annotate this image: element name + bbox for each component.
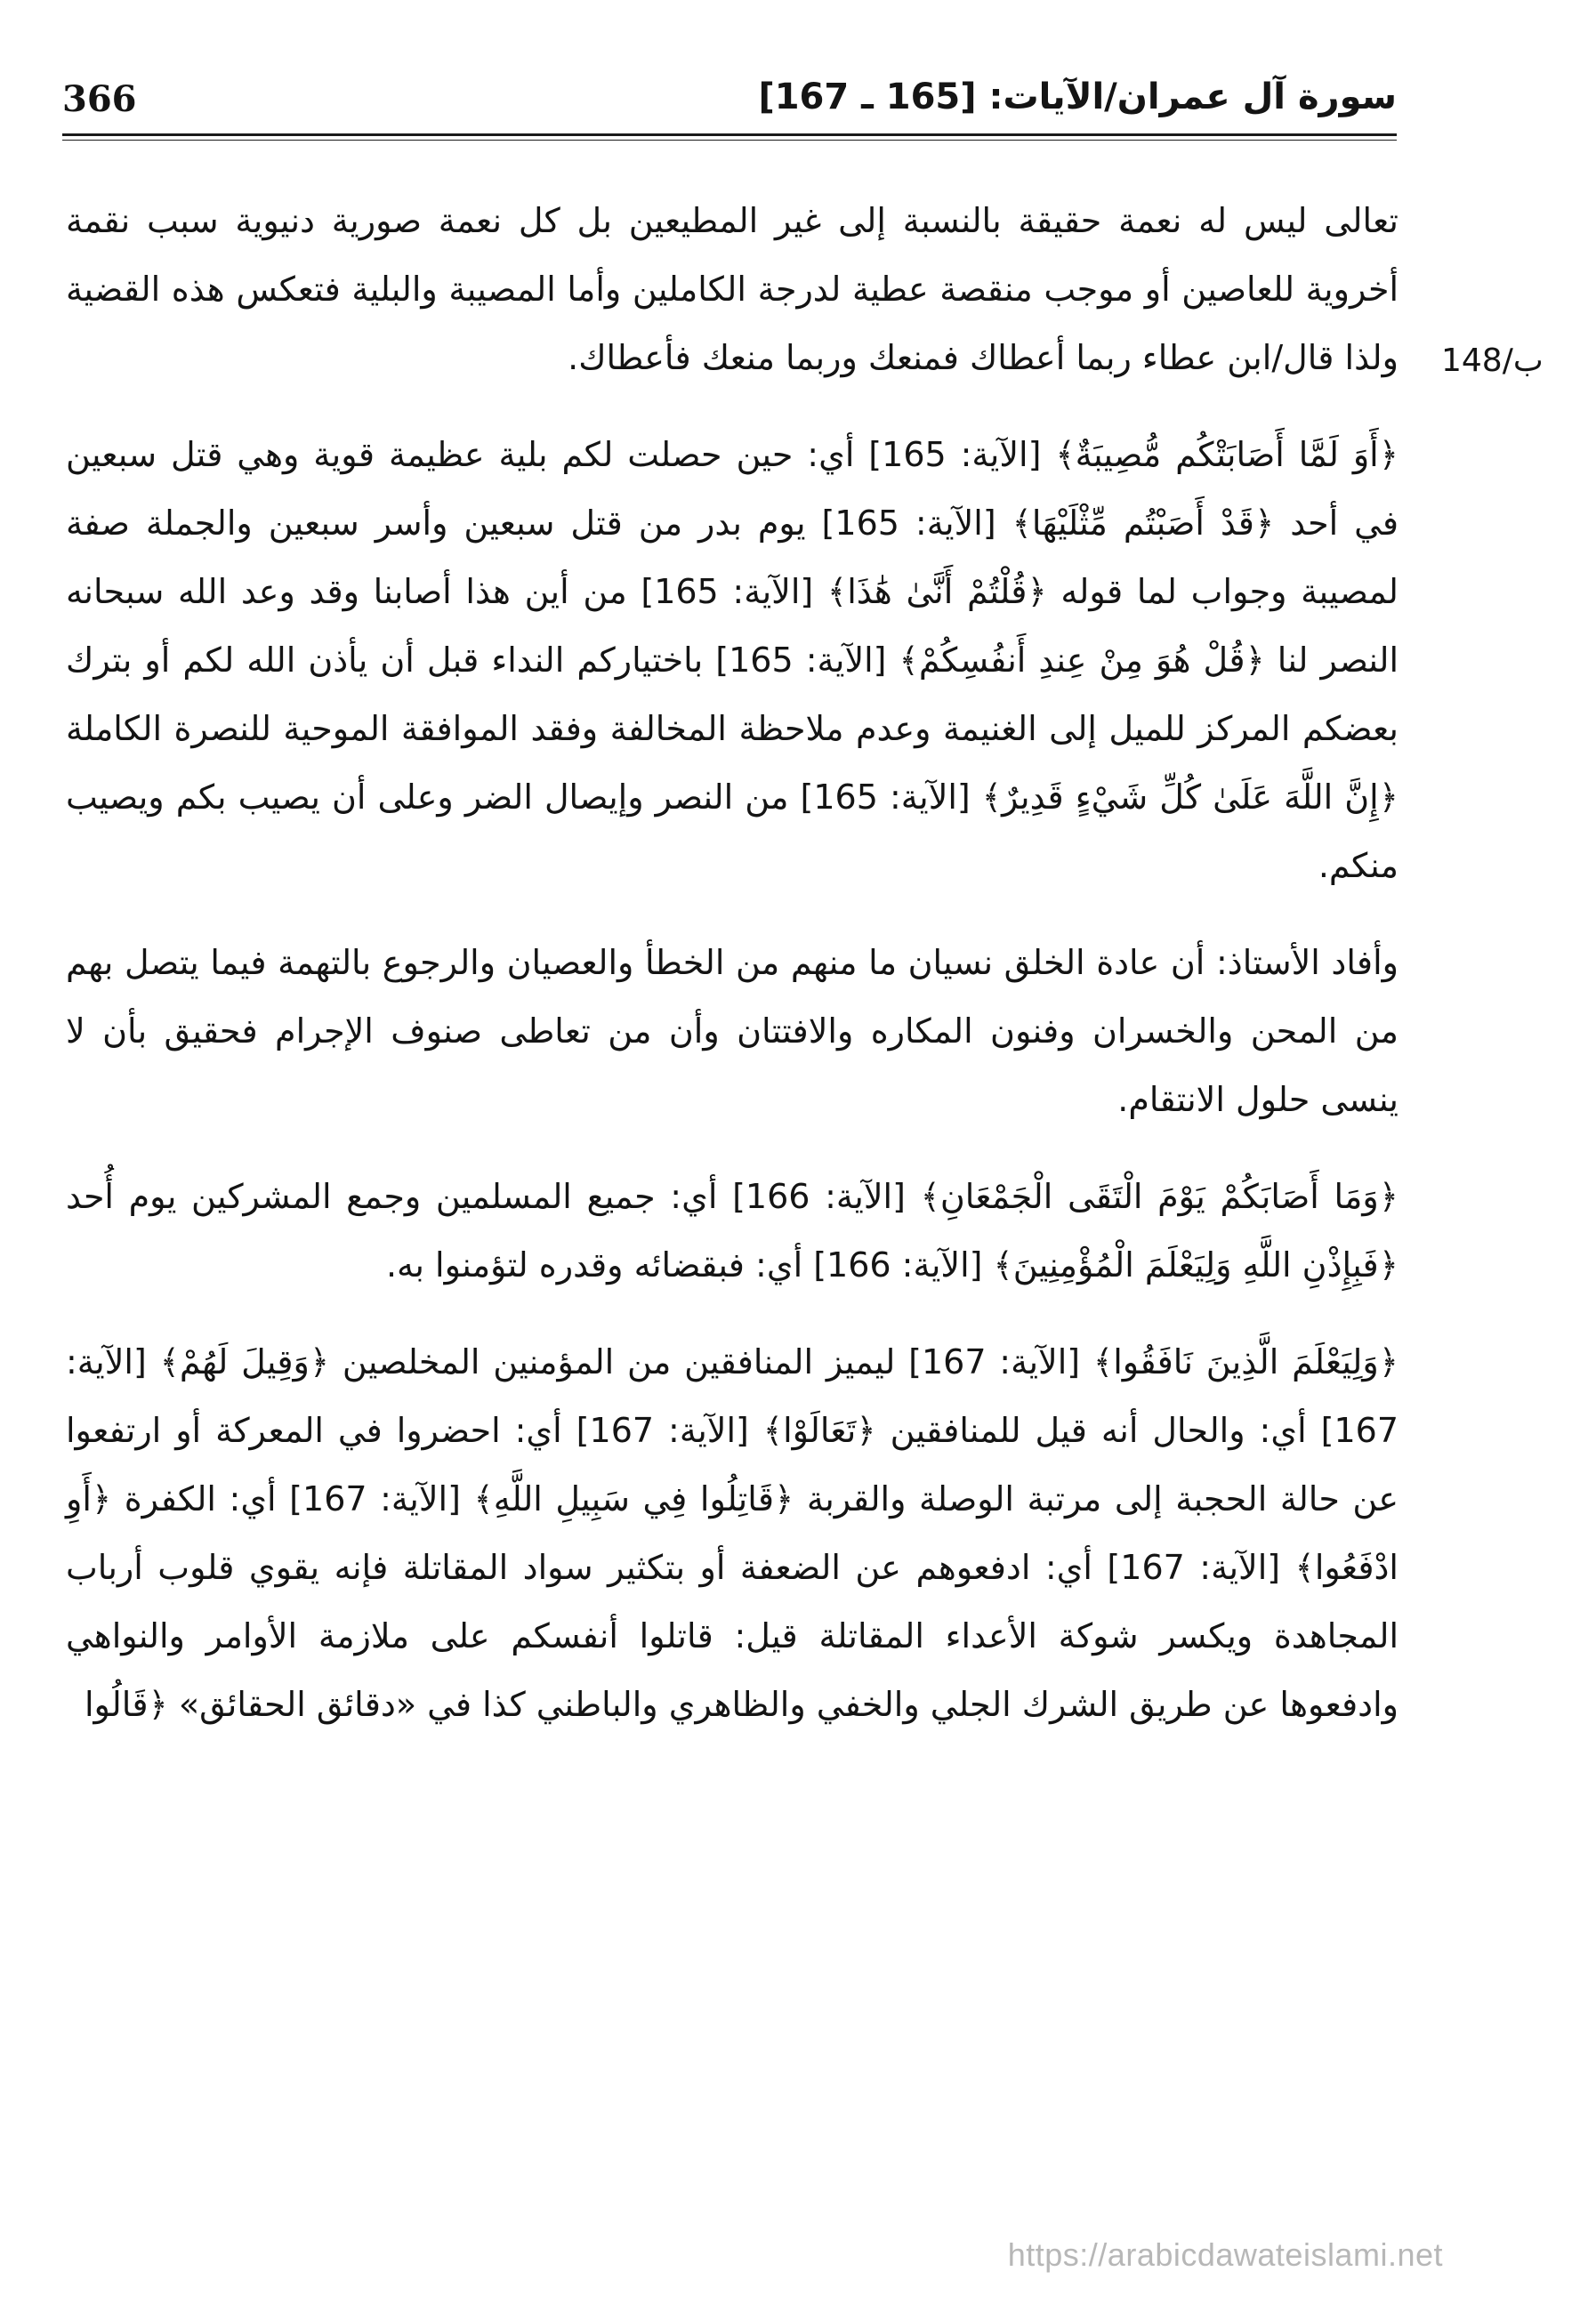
header-rule [62, 133, 1397, 136]
running-title: سورة آل عمران/الآيات: [165 ـ 167] [758, 77, 1397, 117]
page-header [62, 73, 1397, 130]
manuscript-folio-note: 148/ب [1441, 342, 1544, 379]
main-text [66, 187, 1399, 1768]
paragraph: ﴿وَمَا أَصَابَكُمْ يَوْمَ الْتَقَى الْجَمْعَانِ﴾ [الآية: 166] أي: جميع المسلمين وجمع المشركين يوم أُحد ﴿فَبِإِذْنِ اللَّهِ وَلِيَعْلَمَ الْمُؤْمِنِينَ﴾ [الآية: 166] أي: فبقضائه وقدره لتؤمنوا به. [66, 1177, 1399, 1285]
paragraph: ﴿وَلِيَعْلَمَ الَّذِينَ نَافَقُوا﴾ [الآية: 167] ليميز المنافقين من المؤمنين المخلصين ﴿وَقِيلَ لَهُمْ﴾ [الآية: 167] أي: والحال أنه قيل للمنافقين ﴿تَعَالَوْا﴾ [الآية: 167] أي: احضروا في المعركة أو ارتفعوا عن حالة الحجبة إلى مرتبة الوصلة والقربة ﴿قَاتِلُوا فِي سَبِيلِ اللَّهِ﴾ [الآية: 167] أي: الكفرة ﴿أَوِ ادْفَعُوا﴾ [الآية: 167] أي: ادفعوهم عن الضعفة أو بتكثير سواد المقاتلة فإنه يقوي قلوب أرباب المجاهدة ويكسر شوكة الأعداء المقاتلة قيل: قاتلوا أنفسكم على ملازمة الأوامر والنواهي وادفعوها عن طريق الشرك الجلي والخفي والظاهري والباطني كذا في «دقائق الحقائق» ﴿قَالُوا [66, 1342, 1399, 1724]
paragraph: تعالى ليس له نعمة حقيقة بالنسبة إلى غير المطيعين بل كل نعمة صورية دنيوية سبب نقمة أخروية للعاصين أو موجب منقصة عطية لدرجة الكاملين وأما المصيبة والبلية فتعكس هذه القضية ولذا قال/ابن عطاء ربما أعطاك فمنعك وربما منعك فأعطاك. [66, 201, 1399, 377]
watermark-url: https://arabicdawateislami.net [1007, 2236, 1443, 2273]
paragraph: وأفاد الأستاذ: أن عادة الخلق نسيان ما منهم من الخطأ والعصيان والرجوع بالتهمة فيما يتصل بهم من المحن والخسران وفنون المكاره والافتتان وأن من تعاطى صنوف الإجرام فحقيق بأن لا ينسى حلول الانتقام. [66, 943, 1399, 1119]
page-number: 366 [62, 78, 137, 120]
header-rule-thin [62, 140, 1397, 141]
paragraph: ﴿أَوَ لَمَّا أَصَابَتْكُم مُّصِيبَةٌ﴾ [الآية: 165] أي: حين حصلت لكم بلية عظيمة قوية وهي قتل سبعين في أحد ﴿قَدْ أَصَبْتُم مِّثْلَيْهَا﴾ [الآية: 165] يوم بدر من قتل سبعين وأسر سبعين والجملة صفة لمصيبة وجواب لما قوله ﴿قُلْتُمْ أَنَّىٰ هَٰذَا﴾ [الآية: 165] من أين هذا أصابنا وقد وعد الله سبحانه النصر لنا ﴿قُلْ هُوَ مِنْ عِندِ أَنفُسِكُمْ﴾ [الآية: 165] باختياركم النداء قبل أن يأذن الله لكم أو بترك بعضكم المركز للميل إلى الغنيمة وعدم ملاحظة المخالفة وفقد الموافقة الموحية للنصرة الكاملة ﴿إِنَّ اللَّهَ عَلَىٰ كُلِّ شَيْءٍ قَدِيرٌ﴾ [الآية: 165] من النصر وإيصال الضر وعلى أن يصيب بكم ويصيب منكم. [66, 435, 1399, 885]
